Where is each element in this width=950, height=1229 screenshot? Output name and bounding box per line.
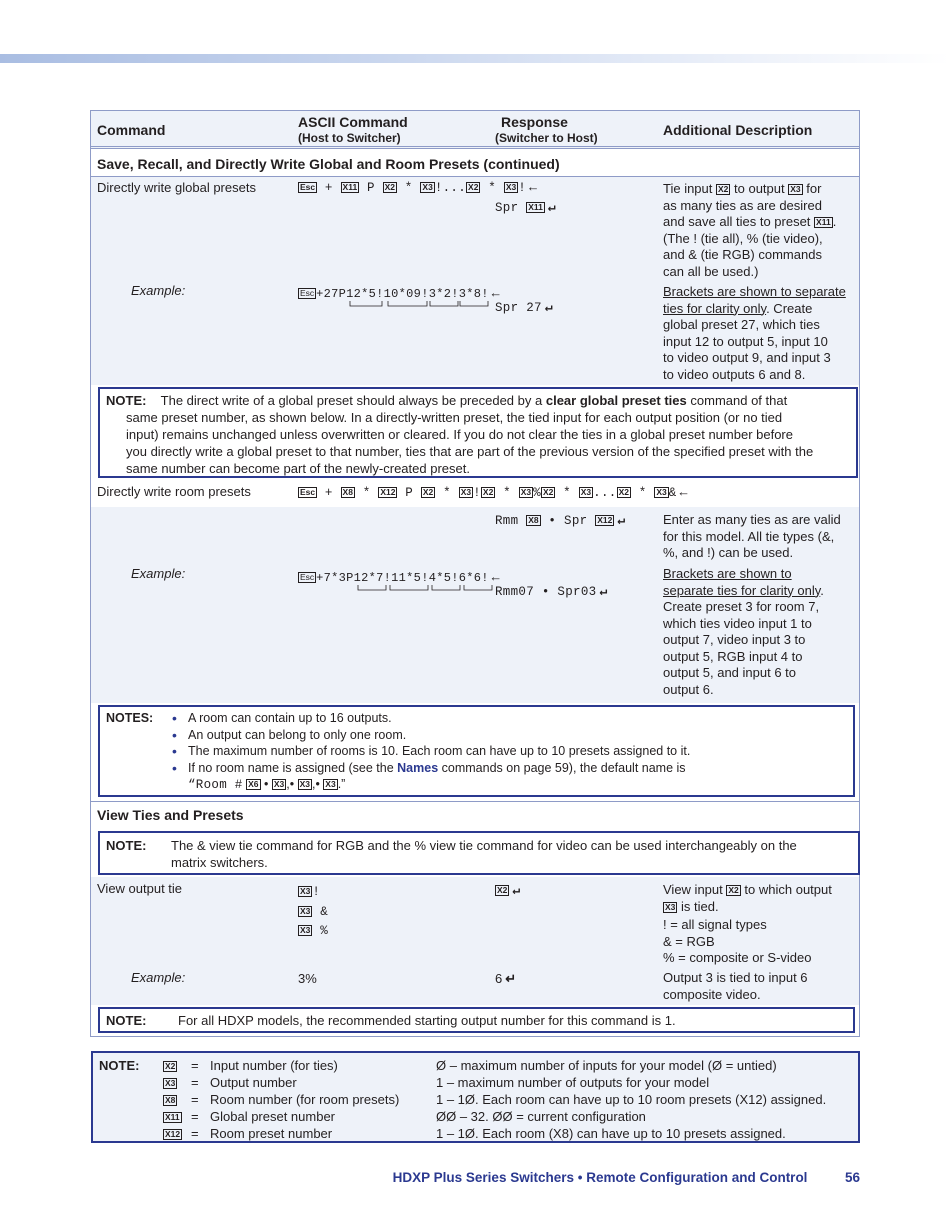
example-desc-global: Brackets are shown to separate ties for clarity only. Create global preset 27, which ties input 12 to output 5, input 10 to video output 9, and input 3 to video outputs 6 and 8. — [663, 284, 846, 382]
label-view-output-tie: View output tie — [97, 881, 183, 896]
header-ascii: ASCII Command (Host to Switcher) — [298, 114, 408, 145]
section-title-view-ties: View Ties and Presets — [97, 807, 244, 823]
legend-label: NOTE: — [99, 1058, 140, 1073]
legend-row: X2 — [165, 1061, 176, 1071]
note-hdxp-starting-output: NOTE: For all HDXP models, the recommended starting output number for this command is 1. — [98, 1007, 855, 1033]
legend-name: Output number — [210, 1075, 297, 1090]
example-cmd-room: Esc +7*3P12*7!11*5!4*5!6*6! ← — [300, 570, 500, 585]
example-cmd-global: Esc +27P12*5!10*09!3*2!3*8! ← — [300, 286, 500, 301]
desc-view-output-tie: View input X2 to which output X3 is tied. ! = all signal types & = RGB % = composite or S-video — [663, 882, 832, 965]
header-command: Command — [97, 122, 166, 138]
command-table — [90, 110, 860, 1037]
note-view-tie-commands: NOTE: The & view tie command for RGB and the % view tie command for video can be used interchangeably on the matrix switchers. — [98, 831, 860, 875]
legend-range: Ø – maximum number of inputs for your model (Ø = untied) — [436, 1058, 777, 1073]
example-label-view: Example: — [131, 970, 186, 985]
bracket-marks-room — [346, 585, 496, 593]
example-desc-room: Brackets are shown to separate ties for clarity only. Create preset 3 for room 7, which ties video input 1 to output 7, video input 3 to output 5, RGB input 4 to output 5, and input 6 to output 6. — [663, 566, 824, 697]
legend-name: Input number (for ties) — [210, 1058, 338, 1073]
cmd-room-write: Esc + X8 * X12 P X2 * X3 ! X2 * X3 % X2 * X3 ... X2 * X3 & ← — [300, 485, 688, 500]
desc-room-write: Enter as many ties as are valid for this model. All tie types (&, %, and !) can be used. — [663, 512, 841, 560]
desc-global-write: Tie input X2 to output X3 for as many ties as are desired and save all ties to preset X11 . (The ! (tie all), % (tie video), and & (tie RGB) commands can all be used.) — [663, 181, 837, 279]
page-footer — [393, 1170, 860, 1187]
legend-range: 1 – maximum number of outputs for your model — [436, 1075, 710, 1090]
legend-name: Room number (for room presets) — [210, 1092, 400, 1107]
example-label-room: Example: — [131, 566, 186, 581]
page-number: 56 — [844, 1170, 860, 1185]
header-description: Additional Description — [663, 122, 813, 138]
variable-legend: NOTE: X2 X3 X8 X11 X12 = = = = = Input number (for ties) Output number Room number (for room presets) Global preset number Room preset number Ø – maximum number of inputs for your model (Ø = untied) 1 – maximum number of outputs for your model 1 – 1Ø. Each room can have up to 10 room presets (X12) assigned. ØØ – 32. ØØ = current configuration 1 – 1Ø. Each room (X8) can have up to 10 presets assigned. — [91, 1051, 860, 1143]
resp-view-output-tie: X2 ↵ — [497, 883, 521, 898]
example-resp-global: Spr 27 ↵ — [495, 300, 553, 315]
section-title-presets: Save, Recall, and Directly Write Global and Room Presets (continued) — [97, 156, 560, 172]
legend-name: Room preset number — [210, 1126, 333, 1141]
header-response: Response (Switcher to Host) — [495, 114, 598, 145]
resp-global-write: Spr X11 ↵ — [495, 200, 557, 215]
label-direct-write-room: Directly write room presets — [97, 484, 251, 499]
cmd-view-output-tie: X3 ! X3 & X3 % — [300, 885, 329, 938]
cmd-global-write: Esc + X11 P X2 * X3 !... X2 * X3 ! ← — [300, 180, 538, 195]
resp-room-write: Rmm X8 • Spr X12 ↵ — [495, 513, 626, 528]
example-resp-room: Rmm07 • Spr03 ↵ — [495, 584, 608, 599]
bracket-marks-global — [336, 301, 496, 309]
example-resp-view: 6 ↵ — [495, 971, 517, 986]
note-direct-write-global: NOTE: The direct write of a global preset should always be preceded by a clear global preset ties command of that same preset number, as shown below. In a directly-written preset, the tied input for each output position (or no tied input) remains unchanged unless overwritten or cleared. If you do not clear the ties in a global preset number before you directly write a global preset to that number, ties that are part of the previous version of the specified preset with the same number can become part of the newly-created preset. — [98, 387, 858, 478]
header-gradient-bar — [0, 54, 950, 63]
names-link[interactable]: Names — [397, 760, 439, 775]
legend-name: Global preset number — [210, 1109, 336, 1124]
legend-range: ØØ – 32. ØØ = current configuration — [436, 1109, 646, 1124]
label-direct-write-global: Directly write global presets — [97, 180, 256, 195]
notes-rooms: NOTES: • A room can contain up to 16 outputs. • An output can belong to only one room. • The maximum number of rooms is 10. Each room can have up to 10 presets assigned to it. • If no room name is assigned (see the Names commands on page 59), the default name is “Room # X6 • X3 ,• X3 ,• X3 .” — [98, 705, 855, 797]
legend-row: X11 — [165, 1112, 180, 1122]
legend-row: X3 — [165, 1078, 176, 1088]
example-cmd-view: 3% — [298, 971, 317, 986]
table-header — [91, 111, 859, 149]
legend-row: X12 — [165, 1129, 181, 1139]
example-label-global: Example: — [131, 283, 186, 298]
example-desc-view: Output 3 is tied to input 6 composite video. — [663, 970, 808, 1002]
legend-range: 1 – 1Ø. Each room can have up to 10 room presets (X12) assigned. — [436, 1092, 827, 1107]
footer-title: HDXP Plus Series Switchers • Remote Configuration and Control — [392, 1170, 808, 1185]
legend-row: X8 — [165, 1095, 176, 1105]
legend-range: 1 – 1Ø. Each room (X8) can have up to 10 presets assigned. — [436, 1126, 786, 1141]
